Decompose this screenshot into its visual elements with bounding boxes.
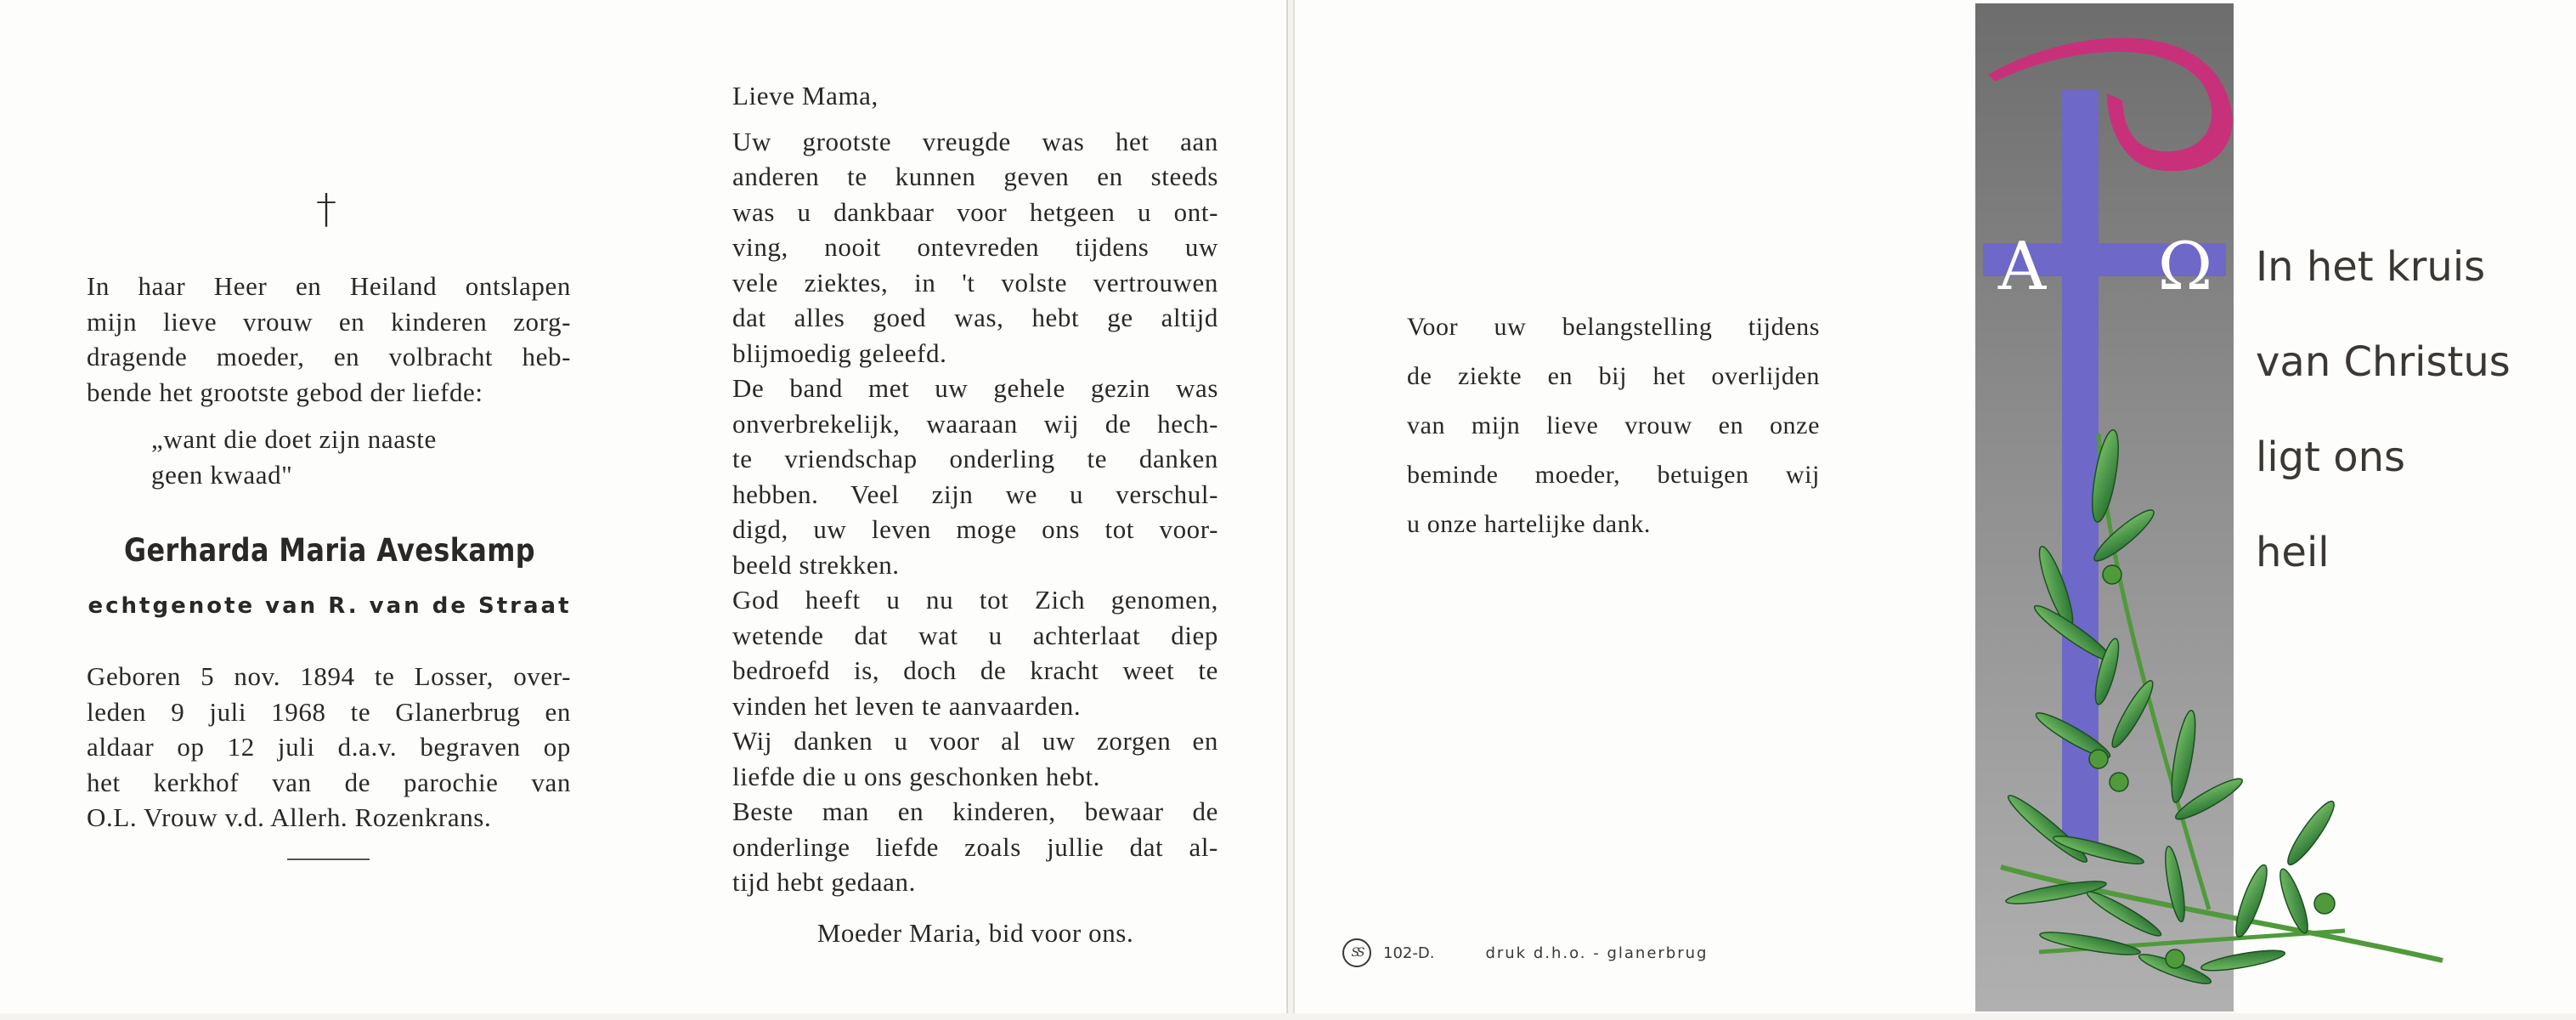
- text-line: beminde moeder, betuigen wij: [1407, 461, 1820, 489]
- text-line: Wij danken u voor al uw zorgen en: [732, 726, 1218, 756]
- text-line: wetende dat wat u achterlaat diep: [732, 620, 1218, 650]
- spouse-line: echtgenote van R. van de Straat: [88, 593, 572, 619]
- text-line: De band met uw gehele gezin was: [732, 373, 1218, 403]
- text-line: u onze hartelijke dank.: [1407, 510, 1652, 538]
- text-line: vele ziektes, in 't volste vertrouwen: [732, 267, 1218, 298]
- printer-name: druk d.h.o. - glanerbrug: [1485, 944, 1709, 962]
- text-line: dragende moeder, en volbracht heb-: [87, 342, 571, 371]
- text-line: van mijn lieve vrouw en onze: [1407, 411, 1820, 439]
- motto-line: ligt ons: [2256, 434, 2406, 481]
- text-line: hebben. Veel zijn we u verschul-: [732, 479, 1218, 509]
- letter-closing: Moeder Maria, bid voor ons.: [816, 917, 1134, 948]
- text-line: te vriendschap onderling te danken: [732, 444, 1218, 473]
- text-line: vinden het leven te aanvaarden.: [732, 690, 1082, 721]
- motto-line: In het kruis: [2256, 243, 2486, 291]
- letter-greeting: Lieve Mama,: [732, 81, 878, 110]
- text-line: bedroefd is, doch de kracht weet te: [732, 655, 1218, 685]
- text-line: Uw grootste vreugde was het aan: [732, 126, 1218, 156]
- text-line: Voor uw belangstelling tijdens: [1407, 313, 1820, 341]
- alpha-icon: Α: [1997, 229, 2047, 305]
- cross-icon: †: [316, 185, 336, 233]
- motto-text: [2256, 219, 2511, 600]
- text-line: „want die doet zijn naaste: [151, 424, 437, 454]
- text-line: digd, uw leven moge ons tot voor-: [732, 514, 1218, 544]
- text-line: onderlinge liefde zoals jullie dat al-: [732, 831, 1218, 862]
- text-line: anderen te kunnen geven en steeds: [732, 162, 1218, 191]
- deceased-name: Gerharda Maria Aveskamp: [123, 532, 536, 569]
- text-line: was u dankbaar voor hetgeen u ont-: [732, 196, 1218, 227]
- text-line: liefde die u ons geschonken hebt.: [732, 761, 1101, 791]
- text-line: mijn lieve vrouw en kinderen zorg-: [87, 306, 571, 337]
- text-line: Beste man en kinderen, bewaar de: [732, 796, 1218, 826]
- text-line: beeld strekken.: [732, 549, 900, 580]
- text-line: onverbrekelijk, waaraan wij de hech-: [732, 408, 1218, 439]
- text-line: O.L. Vrouw v.d. Allerh. Rozenkrans.: [87, 802, 492, 832]
- text-line: God heeft u nu tot Zich genomen,: [732, 585, 1218, 615]
- printer-logo-icon: SS: [1342, 938, 1371, 967]
- text-line: leden 9 juli 1968 te Glanerbrug en: [87, 696, 571, 727]
- rho-curve-icon: [1988, 37, 2233, 171]
- text-line: tijd hebt gedaan.: [732, 867, 916, 897]
- omega-icon: Ω: [2157, 229, 2213, 305]
- card-code: 102-D.: [1383, 944, 1435, 962]
- text-line: aldaar op 12 juli d.a.v. begraven op: [87, 732, 571, 762]
- text-line: blijmoedig geleefd.: [732, 337, 947, 368]
- text-line: geen kwaad": [151, 459, 293, 490]
- text-line: dat alles goed was, hebt ge altijd: [732, 303, 1218, 332]
- text-line: het kerkhof van de parochie van: [87, 767, 571, 797]
- text-line: bende het grootste gebod der liefde:: [87, 377, 483, 407]
- motto-line: van Christus: [2256, 338, 2511, 386]
- text-line: de ziekte en bij het overlijden: [1407, 362, 1820, 390]
- motto-line: heil: [2256, 529, 2330, 576]
- text-line: Geboren 5 nov. 1894 te Losser, over-: [87, 661, 571, 691]
- text-line: ving, nooit ontevreden tijdens uw: [732, 232, 1218, 262]
- text-line: In haar Heer en Heiland ontslapen: [87, 271, 571, 301]
